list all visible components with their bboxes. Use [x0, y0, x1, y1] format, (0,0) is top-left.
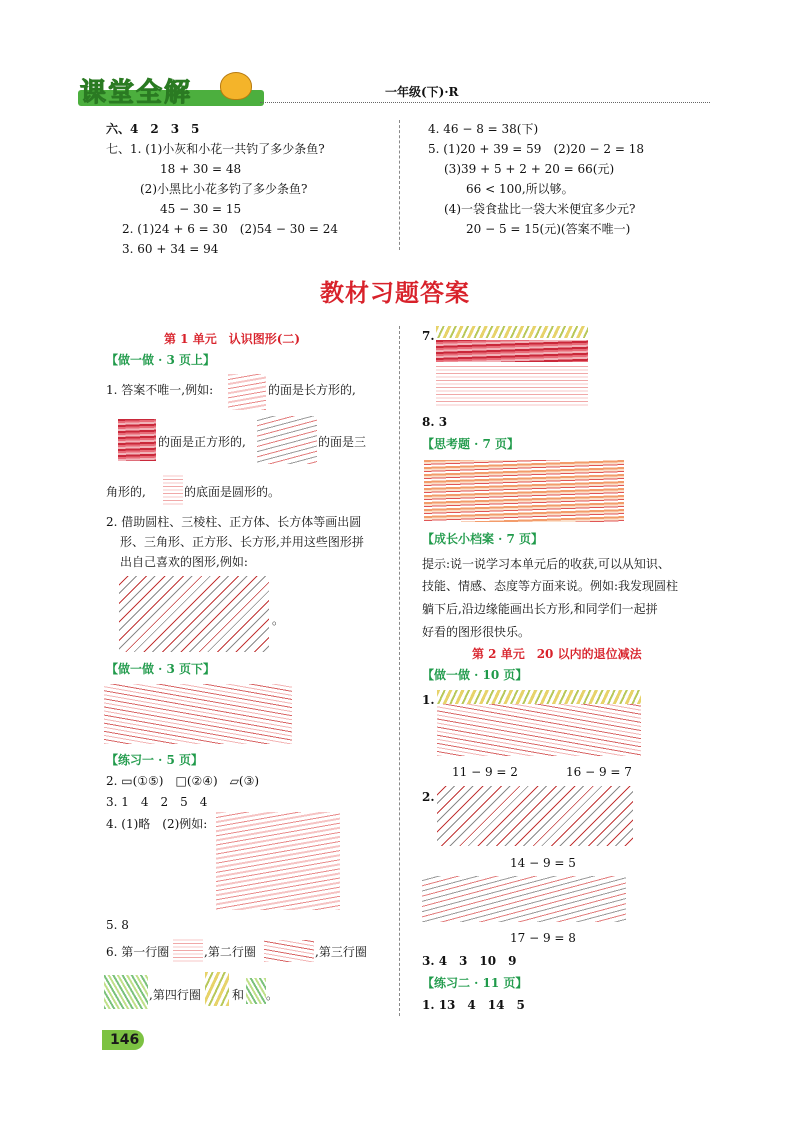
page-number: 146: [110, 1032, 140, 1048]
answer-7-2: 2. (1)24 + 6 = 30 (2)54 − 30 = 24: [122, 222, 338, 236]
shapes-composite-image: [119, 576, 269, 652]
q1-text-e: 角形的,: [106, 485, 146, 499]
ex1-6-a: 6. 第一行圈: [106, 945, 170, 959]
ex1-6-d: ,第四行圈: [149, 988, 201, 1002]
row4-circled-image-a: [205, 972, 229, 1006]
d2-eq: 14 − 9 = 5: [510, 856, 576, 870]
q1-text-c: 的面是正方形的,: [158, 435, 246, 449]
tag-do-3b: 【做一做 · 3 页下】: [106, 662, 216, 676]
answer-4: 4. 46 − 8 = 38(下): [428, 122, 539, 136]
row2-circled-image: [264, 940, 314, 962]
d1-label: 1.: [422, 693, 435, 707]
ex1-4: 4. (1)略 (2)例如:: [106, 817, 208, 831]
answer-5-4b: 20 − 5 = 15(元)(答案不唯一): [466, 222, 631, 236]
q2-end: 。: [272, 613, 285, 627]
ex1-3: 3. 1 4 2 5 4: [106, 795, 208, 809]
tip-3: 躺下后,沿边缘能画出长方形,和同学们一起拼: [422, 602, 658, 616]
do-3b-image: [104, 684, 292, 744]
answer-7-1-eq: 18 + 30 = 48: [160, 162, 242, 176]
ex1-2: 2. ▭(①⑤) □(②④) ▱(③): [106, 774, 260, 788]
q1-text-b: 的面是长方形的,: [268, 383, 356, 397]
prism-image: [257, 416, 317, 464]
tag-ex1: 【练习一 · 5 页】: [106, 753, 204, 767]
d1-eq2: 16 − 9 = 7: [566, 765, 632, 779]
answer-5-3: (3)39 + 5 + 2 + 20 = 66(元): [444, 162, 615, 176]
q1-text-a: 1. 答案不唯一,例如:: [106, 383, 214, 397]
q8: 8. 3: [422, 415, 448, 429]
q7-label: 7.: [422, 329, 435, 343]
row3-circled-image: [104, 975, 148, 1009]
d2-eq2: 17 − 9 = 8: [510, 931, 576, 945]
ex1-5: 5. 8: [106, 918, 129, 932]
answer-5-4: (4)一袋食盐比一袋大米便宜多少元?: [444, 202, 636, 216]
row1-circled-image: [173, 938, 203, 962]
q2-text-a: 2. 借助圆柱、三棱柱、正方体、长方体等画出圆: [106, 515, 362, 529]
ex2-1: 1. 13 4 14 5: [422, 998, 525, 1012]
answer-5-1: 5. (1)20 + 39 = 59 (2)20 − 2 = 18: [428, 142, 644, 156]
d1-image: [437, 690, 641, 756]
cuboid-image: [228, 374, 266, 410]
column-divider: [399, 326, 400, 1016]
ex1-4-image: [216, 812, 340, 910]
tip-2: 技能、情感、态度等方面来说。例如:我发现圆柱: [422, 579, 679, 593]
header-logo: [78, 72, 268, 106]
answer-6: 六、4 2 3 5: [106, 122, 200, 136]
d2-label: 2.: [422, 790, 435, 804]
q1-text-f: 的底面是圆形的。: [184, 485, 281, 499]
think-image: [424, 460, 624, 522]
logo-text: 课堂全解: [80, 78, 193, 108]
d1-eq1: 11 − 9 = 2: [452, 765, 518, 779]
answer-7-2-q: (2)小黑比小花多钓了多少条鱼?: [140, 182, 308, 196]
cylinder-image: [163, 473, 183, 505]
tag-do-10: 【做一做 · 10 页】: [422, 668, 528, 682]
d2-image-b: [422, 876, 626, 922]
row4-circled-image-b: [246, 978, 266, 1004]
tag-think: 【思考题 · 7 页】: [422, 437, 520, 451]
answer-7-2-eq: 45 − 30 = 15: [160, 202, 242, 216]
ex1-6-e: 和: [232, 988, 245, 1002]
tip-1: 提示:说一说学习本单元后的收获,可以从知识、: [422, 557, 670, 571]
grade-label: 一年级(下)·R: [385, 85, 459, 99]
cube-image: [118, 419, 156, 461]
q2-text-b: 形、三角形、正方形、长方形,并用这些图形拼: [120, 535, 364, 549]
answer-7-1-q: 七、1. (1)小灰和小花一共钓了多少条鱼?: [106, 142, 325, 156]
ex1-6-c: ,第三行圈: [315, 945, 367, 959]
column-divider-top: [399, 120, 400, 250]
unit2-title: 第 2 单元 20 以内的退位减法: [472, 647, 642, 661]
tag-ex2: 【练习二 · 11 页】: [422, 976, 528, 990]
q7-image: [436, 326, 588, 406]
q1-text-d: 的面是三: [318, 435, 367, 449]
header-rule: [260, 102, 710, 103]
unit1-title: 第 1 单元 认识图形(二): [164, 332, 301, 346]
tag-grow: 【成长小档案 · 7 页】: [422, 532, 544, 546]
q2-text-c: 出自己喜欢的图形,例如:: [120, 555, 248, 569]
tag-do-3a: 【做一做 · 3 页上】: [106, 353, 216, 367]
answer-7-3: 3. 60 + 34 = 94: [122, 242, 219, 256]
d2-image: [437, 786, 633, 846]
bear-icon: [220, 72, 252, 100]
ex1-6-b: ,第二行圈: [204, 945, 256, 959]
d3: 3. 4 3 10 9: [422, 954, 517, 968]
answer-5-3b: 66 < 100,所以够。: [466, 182, 574, 196]
ex1-6-f: 。: [266, 988, 279, 1002]
section-title: 教材习题答案: [320, 278, 470, 307]
tip-4: 好看的图形很快乐。: [422, 625, 531, 639]
